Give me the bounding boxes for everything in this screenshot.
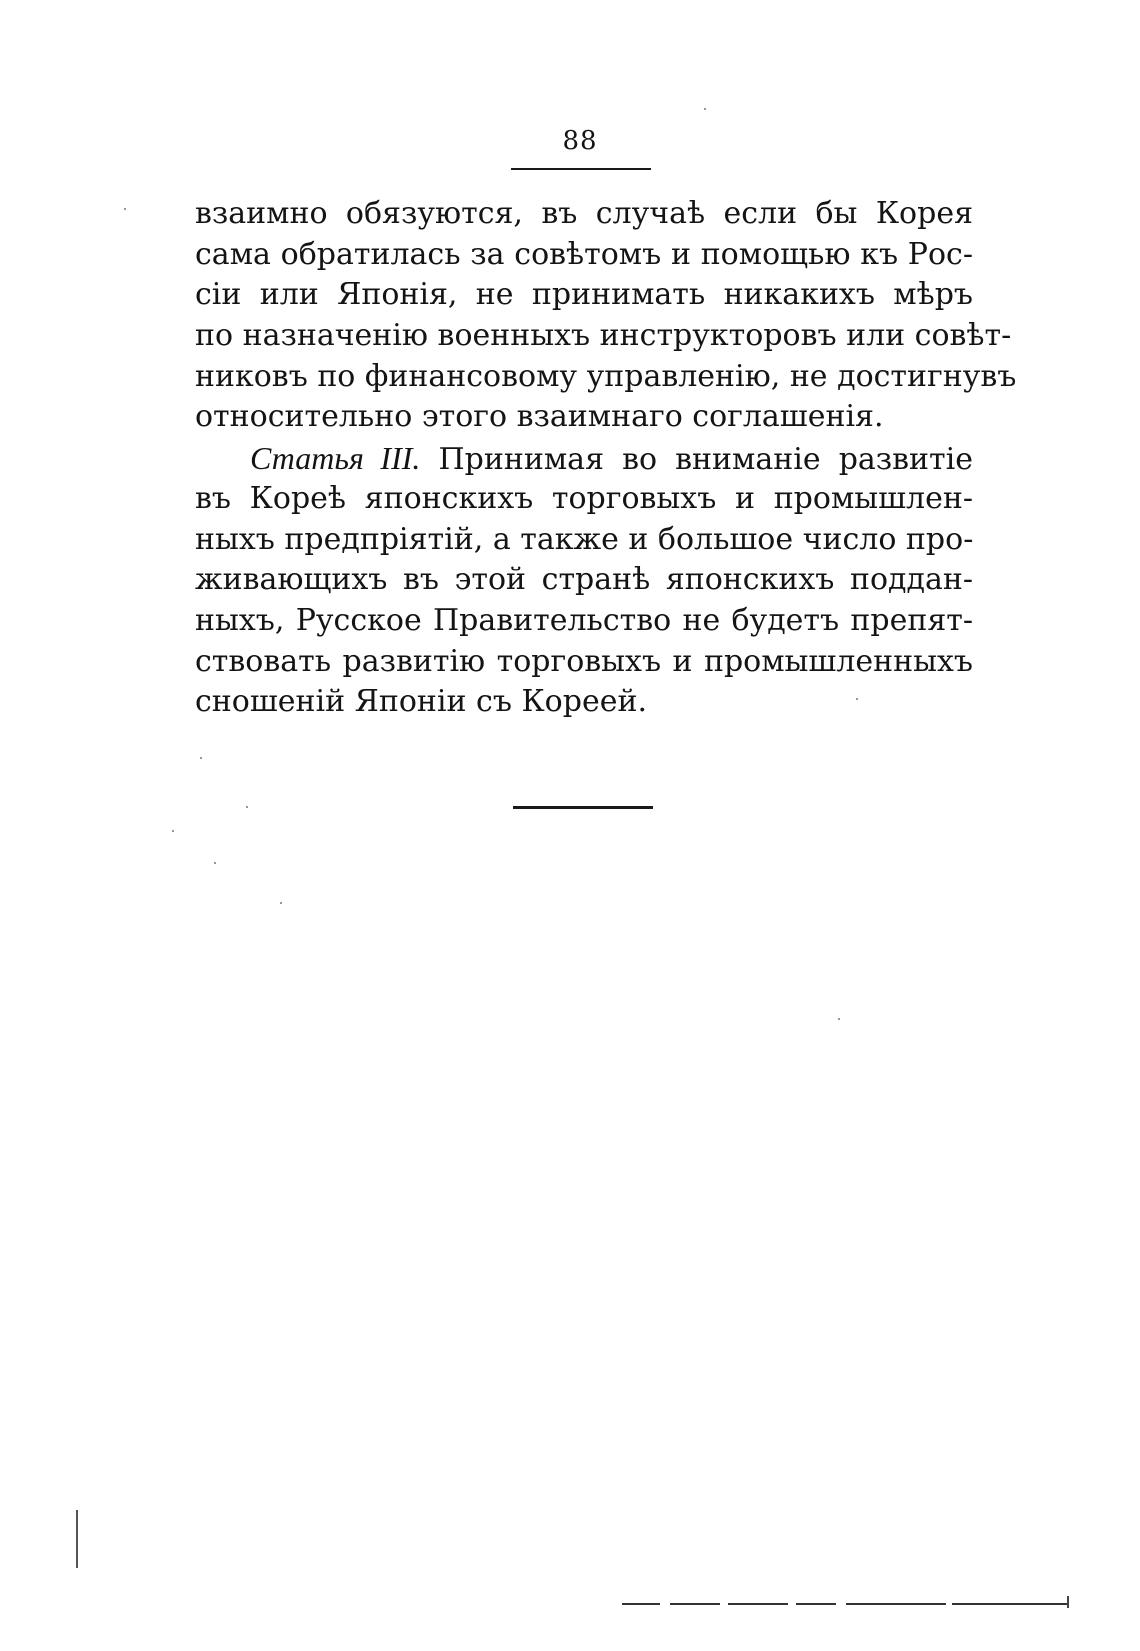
scan-bottom-dash [728, 1603, 788, 1605]
text-line: никовъ по финансовому управленію, не достигнувъ [195, 358, 1017, 394]
article-label: Статья III. [250, 440, 421, 477]
text-line: сіи или Японія, не принимать никакихъ мѣръ [195, 277, 973, 313]
end-rule [513, 806, 653, 809]
scan-speck [838, 1018, 840, 1020]
scan-bottom-dash [952, 1603, 1067, 1605]
scan-bottom-dash [846, 1603, 946, 1605]
scan-speck [246, 806, 248, 808]
body-text [195, 194, 1017, 723]
text-line: въ Кореѣ японскихъ торговыхъ и промышлен- [195, 480, 973, 516]
scan-speck [200, 757, 202, 759]
scan-bottom-dash [796, 1603, 836, 1605]
text-line: ныхъ, Русское Правительство не будетъ препят- [195, 602, 973, 638]
text-line: по назначенію военныхъ инструкторовъ или совѣт- [195, 318, 1012, 354]
text-line: взаимно обязуются, въ случаѣ если бы Корея [195, 196, 973, 231]
scan-bottom-dash [670, 1603, 720, 1605]
text-line: ныхъ предпріятій, а также и большое число про- [195, 521, 974, 557]
article-first-line-text: Принимая во вниманіе развитіе [420, 442, 973, 478]
scan-edge-mark [1067, 1596, 1069, 1608]
text-line: сношеній Японіи съ Кореей. [195, 684, 647, 720]
header-rule [511, 168, 651, 170]
text-line: живающихъ въ этой странѣ японскихъ поддан- [195, 562, 973, 598]
scan-bottom-dash [622, 1603, 660, 1605]
scan-speck [214, 862, 216, 864]
text-line: ствовать развитію торговыхъ и промышленныхъ [195, 643, 973, 679]
scan-speck [280, 902, 282, 904]
article-first-line [195, 438, 973, 479]
text-line: относительно этого взаимнаго соглашенія. [195, 399, 884, 435]
scan-speck [856, 698, 858, 700]
scan-speck [124, 208, 126, 210]
scan-speck [704, 108, 706, 110]
scan-edge-mark [76, 1510, 78, 1568]
text-line: сама обратилась за совѣтомъ и помощью къ Рос- [195, 236, 973, 272]
page-number: 88 [562, 126, 598, 156]
scan-speck [172, 830, 174, 832]
